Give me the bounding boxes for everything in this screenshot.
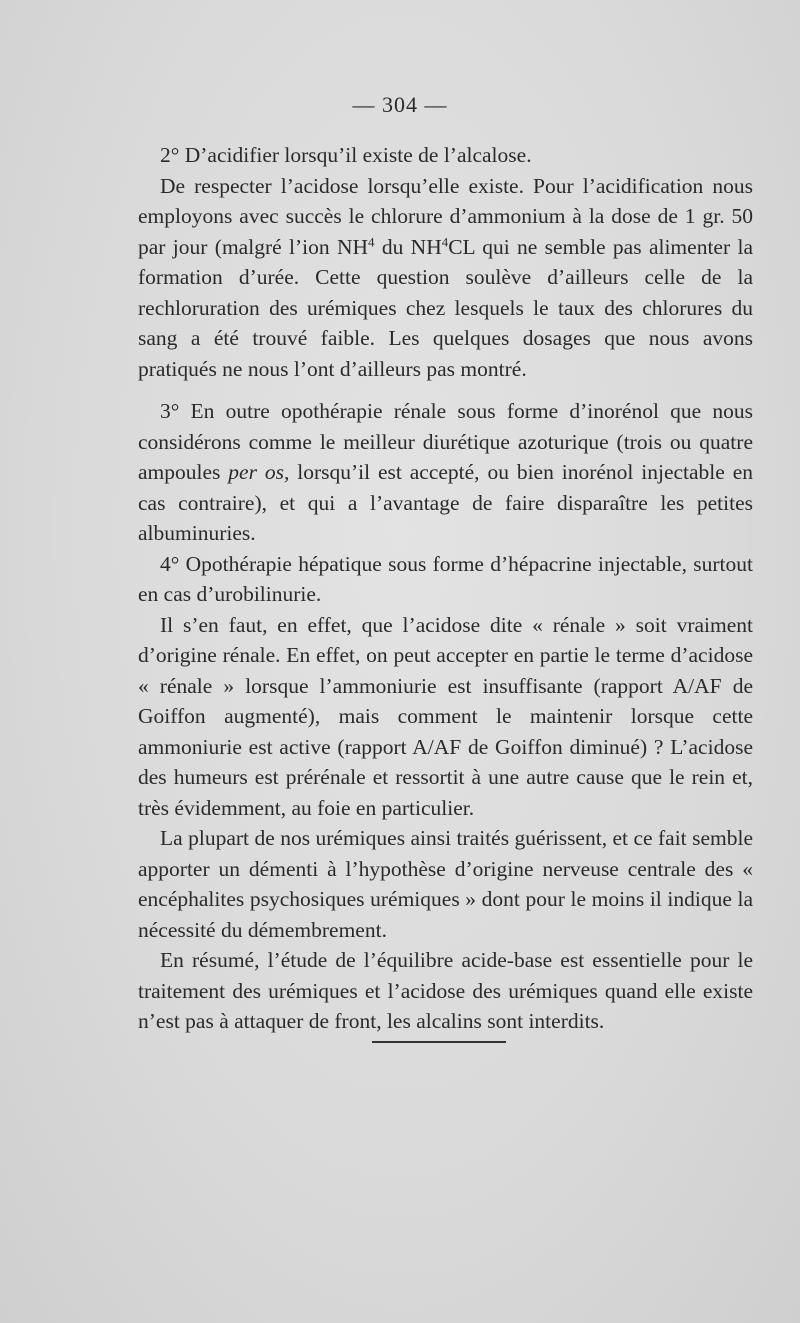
paragraph-3: 3° En outre opothérapie rénale sous forme d’inorénol que nous considérons comme le meilleur diurétique azoturique (trois ou quatre ampoules per os, lorsqu’il est accepté, ou bien inorénol injectable en cas contraire), et qui a l’avantage de faire disparaître les petites albuminuries. bbox=[138, 399, 754, 545]
paragraph-2: De respecter l’acidose lorsqu’elle existe. Pour l’acidification nous employons avec succès le chlorure d’ammonium à la dose de 1 gr. 50 par jour (malgré l’ion $NH^4$ du $NH^4CL$ qui ne semble pas alimenter la formation d’urée. Cette question soulève d’ailleurs celle de la rechloruration des urémiques chez lesquels le taux des chlorures du sang a été trouvé faible. Les quelques dosages que nous avons pratiqués ne nous l’ont d’ailleurs pas montré. bbox=[138, 173, 753, 381]
section-end-rule bbox=[372, 1041, 506, 1043]
body-text bbox=[138, 140, 753, 1037]
superscript: 4 bbox=[441, 234, 449, 249]
italic-phrase: per os, bbox=[228, 460, 290, 484]
page-number: — 304 — bbox=[352, 92, 448, 117]
paragraph-6: La plupart de nos urémiques ainsi traités guérissent, et ce fait semble apporter un démenti à l’hypothèse d’origine nerveuse centrale des « encéphalites psychosiques urémiques » dont pour le moins il indique la nécessité du démembrement. bbox=[138, 826, 753, 942]
paragraph-1: 2° D’acidifier lorsqu’il existe de l’alcalose. bbox=[160, 143, 532, 167]
paragraph-5: Il s’en faut, en effet, que l’acidose dite « rénale » soit vraiment d’origine rénale. En effet, on peut accepter en partie le terme d’acidose « rénale » lorsque l’ammoniurie est insuffisante (rapport A/AF de Goiffon augmenté), mais comment le maintenir lorsque cette ammoniurie est active (rapport A/AF de Goiffon diminué) ? L’acidose des humeurs est prérénale et ressortit à une autre cause que le rein et, très évidemment, au foie en particulier. bbox=[138, 612, 753, 820]
superscript: 4 bbox=[368, 234, 375, 249]
paragraph-4: 4° Opothérapie hépatique sous forme d’hépacrine injectable, surtout en cas d’urobilinurie. bbox=[138, 551, 753, 606]
paragraph-7: En résumé, l’étude de l’équilibre acide-base est essentielle pour le traitement des urémiques et l’acidose des urémiques quand elle existe n’est pas à attaquer de front, les alcalins sont interdits. bbox=[138, 948, 753, 1033]
